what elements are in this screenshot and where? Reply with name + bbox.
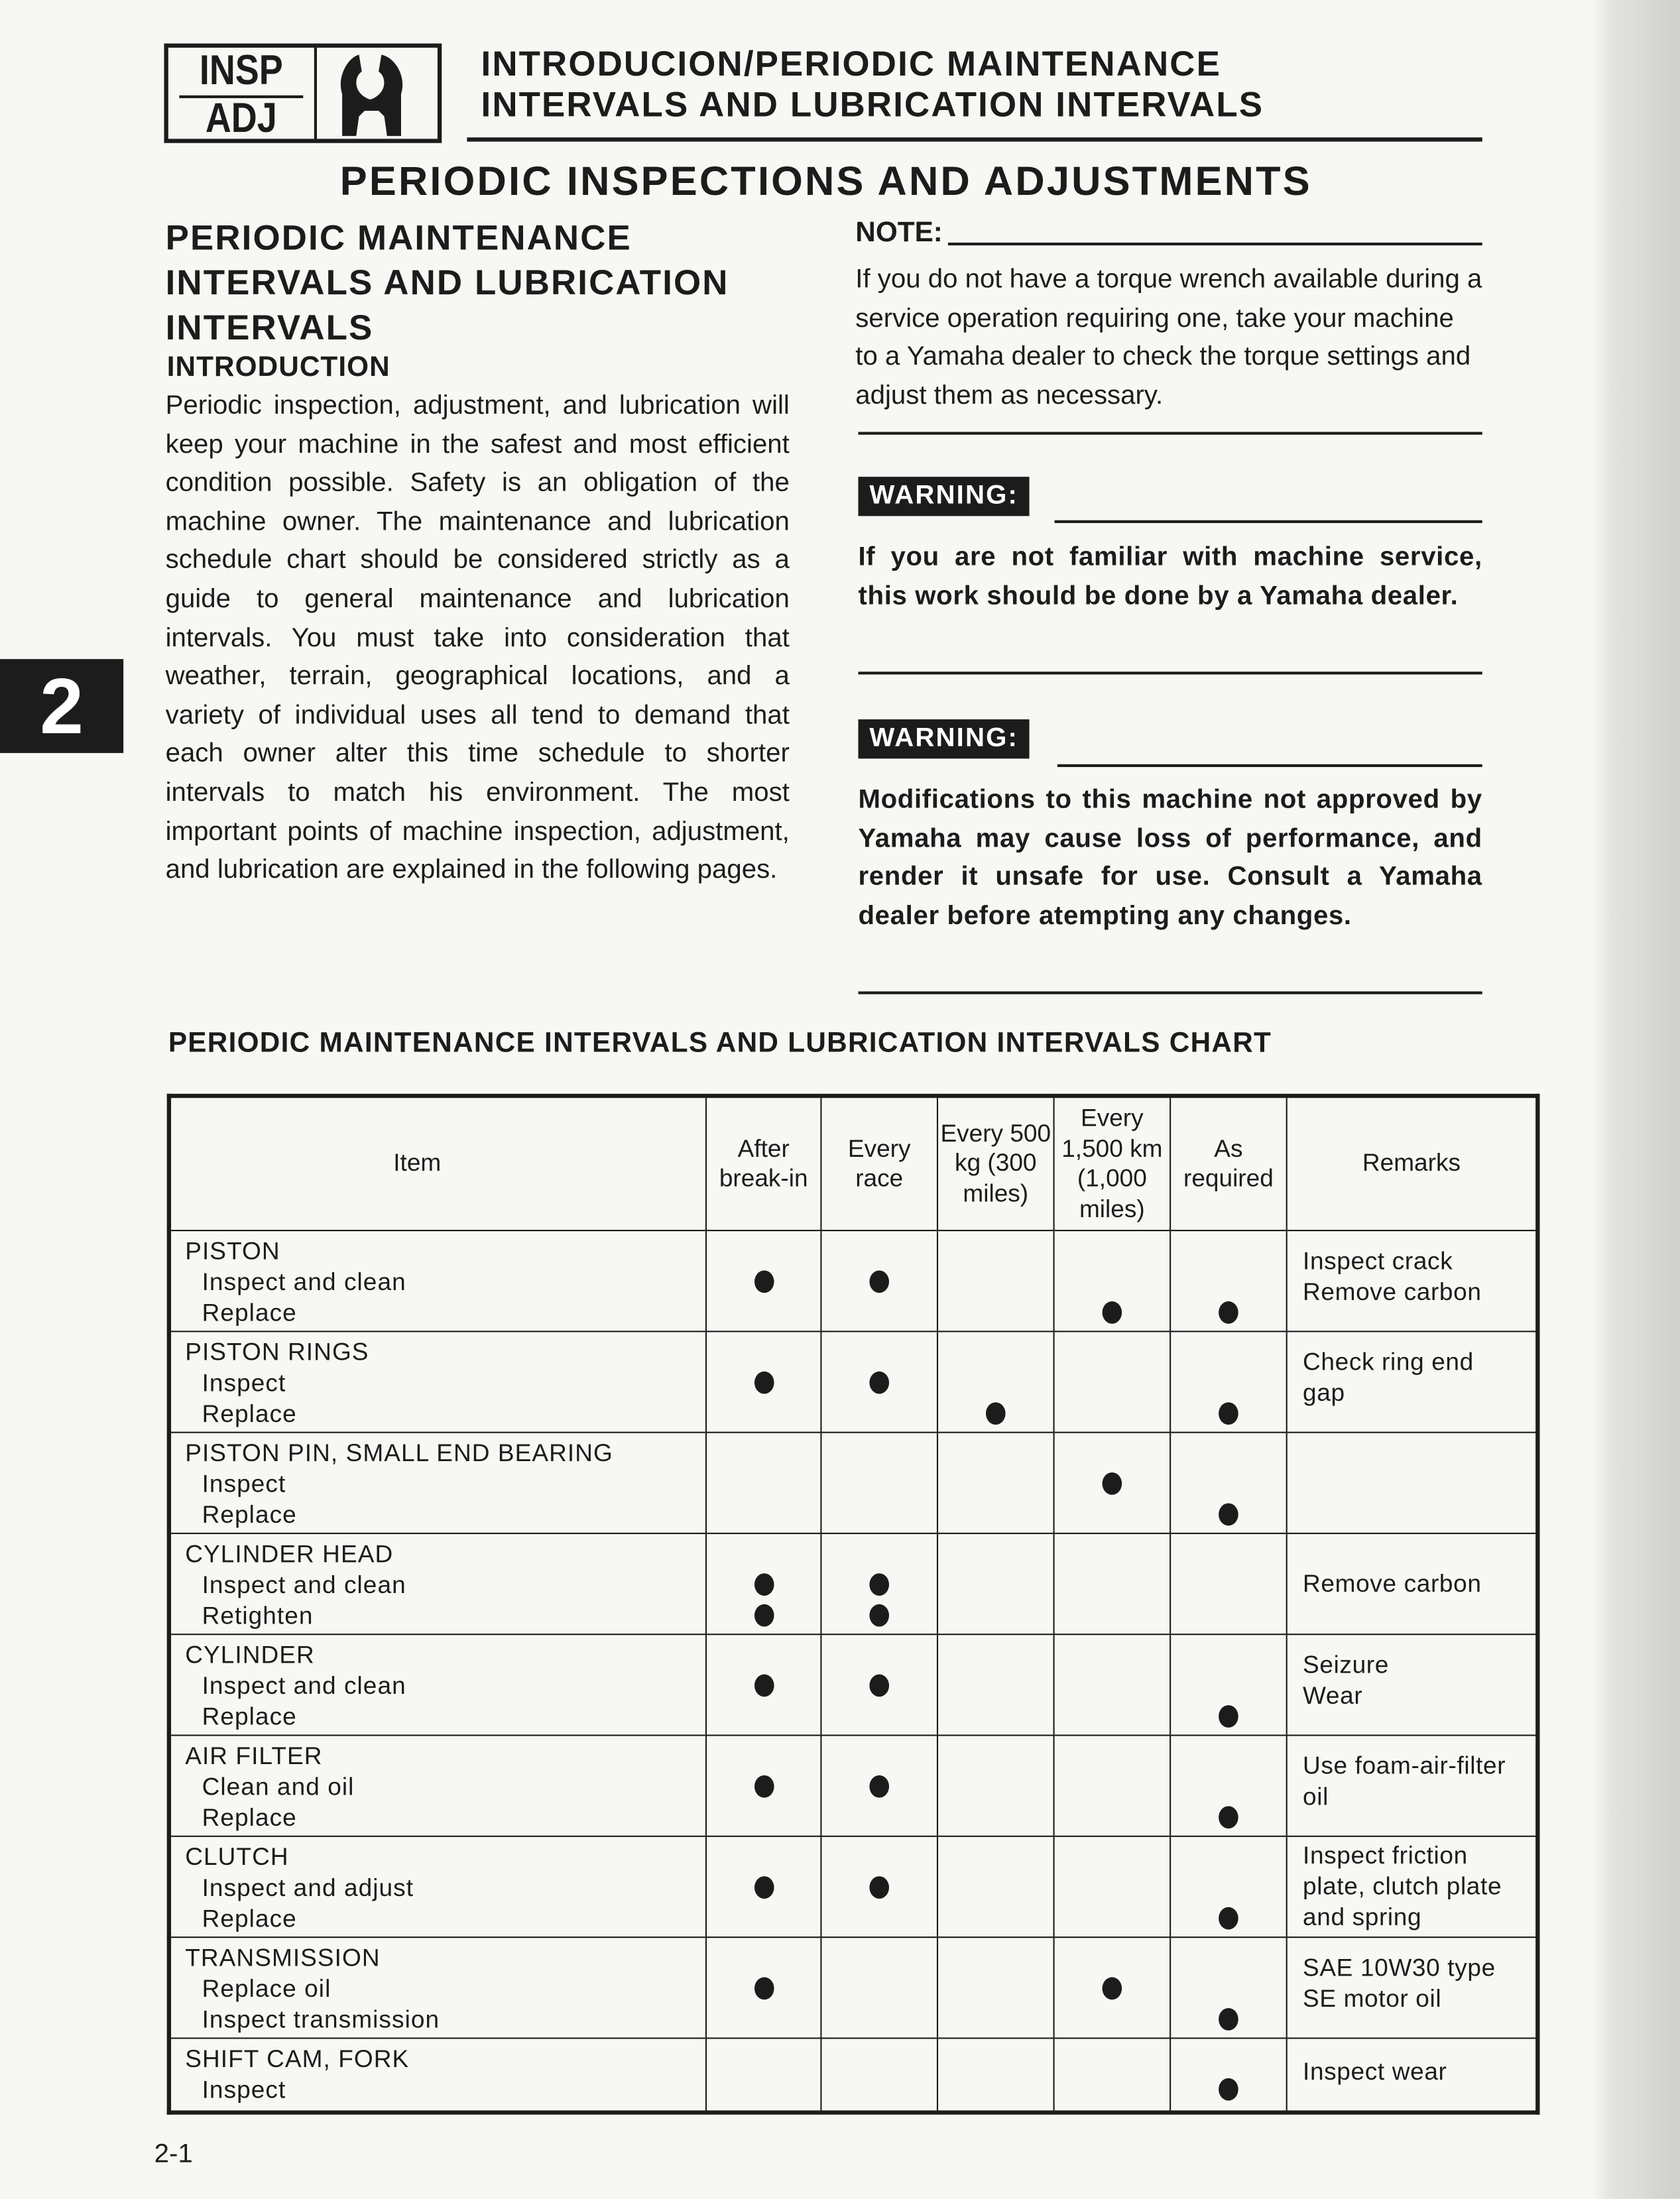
interval-cell xyxy=(937,1736,1054,1836)
insp-adj-logo xyxy=(164,44,442,143)
wrench-icon xyxy=(322,52,434,139)
interval-cell xyxy=(706,1634,821,1735)
table-row xyxy=(169,1331,1537,1432)
table-row xyxy=(169,2038,1537,2112)
interval-dot xyxy=(869,1270,889,1293)
column-header: Every 500 kg (300 miles) xyxy=(937,1096,1054,1230)
maintenance-chart xyxy=(167,1094,1540,2115)
remark-line: Use foam-air-filter xyxy=(1303,1751,1506,1780)
item-cell xyxy=(169,1634,706,1735)
interval-cell xyxy=(821,1230,937,1331)
interval-dot xyxy=(869,1372,889,1394)
interval-cell xyxy=(937,1230,1054,1331)
warning-text: Modifications to this machine not approved by Yamaha may cause loss of performance, and render it unsafe for use. Consult a Yamaha dealer before atempting any changes. xyxy=(858,785,1482,931)
item-name: TRANSMISSION xyxy=(185,1943,381,1972)
interval-dot xyxy=(754,1604,774,1627)
interval-cell xyxy=(1170,1230,1287,1331)
interval-cell xyxy=(821,1331,937,1432)
interval-cell xyxy=(1170,1533,1287,1634)
interval-cell xyxy=(1170,1331,1287,1432)
header-title: INTRODUCION/PERIODIC MAINTENANCE INTERVALS AND LUBRICATION INTERVALS xyxy=(481,44,1264,125)
warning-text: If you are not familiar with machine service, this work should be done by a Yamaha dealer. xyxy=(858,542,1482,611)
interval-cell xyxy=(1170,1433,1287,1533)
remark-line: Inspect wear xyxy=(1303,2056,1447,2086)
item-cell xyxy=(169,1433,706,1533)
interval-cell xyxy=(821,1937,937,2038)
interval-cell xyxy=(937,1937,1054,2038)
item-name: PISTON xyxy=(185,1236,280,1265)
introduction-text: Periodic inspection, adjustment, and lubrication will keep your machine in the safest and most efficient condition possible. Safety is an obligation of the machine owner. The maintenance and lubrication schedule chart should be considered strictly as a guide to general maintenance and lubrication intervals. You must take into consideration that weather, terrain, geographical locations, and a variety of individual uses all tend to demand that each owner alter this time schedule to shorter intervals to match his environment. The most important points of machine inspection, adjustment, and lubrication are explained in the following pages. xyxy=(165,391,790,885)
introduction-heading: INTRODUCTION xyxy=(166,351,390,383)
interval-cell xyxy=(1170,1736,1287,1836)
interval-cell xyxy=(1054,1836,1171,1937)
interval-cell xyxy=(1170,1937,1287,2038)
item-name: AIR FILTER xyxy=(185,1742,323,1770)
item-cell xyxy=(169,1331,706,1432)
remark-line: SAE 10W30 type xyxy=(1303,1953,1496,1982)
remarks-cell xyxy=(1287,1230,1538,1331)
remark-line: Check ring end xyxy=(1303,1347,1474,1376)
item-task: Replace xyxy=(202,1399,297,1428)
remarks-cell xyxy=(1287,1736,1538,1836)
item-task: Inspect and clean xyxy=(202,1268,406,1296)
table-row xyxy=(169,1937,1537,2038)
item-name: CYLINDER xyxy=(185,1640,315,1669)
interval-cell xyxy=(706,1836,821,1937)
item-task: Replace xyxy=(202,1904,297,1932)
interval-cell xyxy=(1054,1331,1171,1432)
item-name: PISTON PIN, SMALL END BEARING xyxy=(185,1439,613,1467)
interval-cell xyxy=(1054,2038,1171,2112)
interval-cell xyxy=(706,1331,821,1432)
interval-cell xyxy=(1054,1230,1171,1331)
table-row xyxy=(169,1736,1537,1836)
item-cell xyxy=(169,1736,706,1836)
item-name: SHIFT CAM, FORK xyxy=(185,2044,410,2073)
column-header: As required xyxy=(1170,1096,1287,1230)
interval-cell xyxy=(821,1433,937,1533)
column-header: After break-in xyxy=(706,1096,821,1230)
remark-line: SE motor oil xyxy=(1303,1984,1442,2013)
remarks-cell xyxy=(1287,1433,1538,1533)
remark-line: Wear xyxy=(1303,1681,1363,1710)
item-task: Clean and oil xyxy=(202,1772,355,1801)
interval-cell xyxy=(821,1634,937,1735)
interval-dot xyxy=(869,1675,889,1697)
item-name: CLUTCH xyxy=(185,1842,289,1871)
section-title: PERIODIC INSPECTIONS AND ADJUSTMENTS xyxy=(339,160,1312,205)
remarks-cell xyxy=(1287,1331,1538,1432)
interval-dot xyxy=(869,1604,889,1627)
logo-bottom: ADJ xyxy=(205,95,277,142)
interval-cell xyxy=(706,1230,821,1331)
interval-cell xyxy=(821,2038,937,2112)
warning-label: WARNING: xyxy=(859,477,1030,516)
remarks-cell xyxy=(1287,1836,1538,1937)
interval-cell xyxy=(1170,2038,1287,2112)
interval-dot xyxy=(1219,1806,1238,1828)
item-task: Inspect xyxy=(202,2075,286,2104)
column-header: Remarks xyxy=(1287,1096,1538,1230)
item-task: Inspect xyxy=(202,1469,286,1498)
item-task: Replace xyxy=(202,1702,297,1731)
item-task: Retighten xyxy=(202,1601,314,1630)
item-task: Replace xyxy=(202,1298,297,1327)
interval-dot xyxy=(1103,1472,1122,1495)
chart-title: PERIODIC MAINTENANCE INTERVALS AND LUBRICATION INTERVALS CHART xyxy=(168,1028,1272,1059)
interval-dot xyxy=(1103,1977,1122,1999)
interval-cell xyxy=(1054,1736,1171,1836)
interval-dot xyxy=(1219,2008,1238,2031)
page-number: 2-1 xyxy=(154,2139,193,2170)
interval-dot xyxy=(1219,1301,1238,1324)
item-task: Inspect transmission xyxy=(202,2005,440,2034)
item-task: Inspect and clean xyxy=(202,1671,406,1700)
item-name: PISTON RINGS xyxy=(185,1337,369,1366)
interval-dot xyxy=(1219,1503,1238,1525)
item-task: Replace oil xyxy=(202,1974,331,2003)
interval-cell xyxy=(706,1533,821,1634)
interval-cell xyxy=(1170,1836,1287,1937)
interval-cell xyxy=(937,1836,1054,1937)
interval-dot xyxy=(986,1402,1006,1425)
header-rule xyxy=(467,137,1482,141)
interval-cell xyxy=(937,1331,1054,1432)
item-task: Inspect and clean xyxy=(202,1571,406,1599)
interval-dot xyxy=(754,1775,774,1798)
remark-line: Seizure xyxy=(1303,1650,1389,1679)
interval-dot xyxy=(869,1775,889,1798)
interval-cell xyxy=(821,1736,937,1836)
item-task: Inspect xyxy=(202,1368,286,1397)
interval-cell xyxy=(706,1736,821,1836)
interval-dot xyxy=(754,1270,774,1293)
divider xyxy=(859,672,1482,674)
remark-line: and spring xyxy=(1303,1903,1422,1931)
remarks-cell xyxy=(1287,1533,1538,1634)
divider xyxy=(1057,764,1482,767)
column-header: Every race xyxy=(821,1096,937,1230)
divider xyxy=(859,432,1482,434)
remarks-cell xyxy=(1287,2038,1538,2112)
interval-cell xyxy=(706,1937,821,2038)
table-row xyxy=(169,1836,1537,1937)
warning-label: WARNING: xyxy=(859,719,1030,758)
table-row xyxy=(169,1533,1537,1634)
interval-cell xyxy=(1054,1937,1171,2038)
item-cell xyxy=(169,1533,706,1634)
item-task: Replace xyxy=(202,1500,297,1529)
interval-dot xyxy=(754,1372,774,1394)
remark-line: Remove carbon xyxy=(1303,1277,1482,1306)
divider xyxy=(859,991,1482,994)
left-heading: PERIODIC MAINTENANCE INTERVALS AND LUBRICATION INTERVALS xyxy=(165,218,729,348)
remark-line: oil xyxy=(1303,1782,1329,1811)
item-name: CYLINDER HEAD xyxy=(185,1539,394,1568)
interval-dot xyxy=(869,1573,889,1596)
interval-cell xyxy=(1054,1634,1171,1735)
item-task: Inspect and adjust xyxy=(202,1873,414,1902)
remark-line: Remove carbon xyxy=(1303,1569,1482,1598)
interval-dot xyxy=(1219,1402,1238,1425)
interval-cell xyxy=(937,1433,1054,1533)
table-row xyxy=(169,1634,1537,1735)
item-cell xyxy=(169,1230,706,1331)
interval-dot xyxy=(869,1876,889,1899)
interval-cell xyxy=(821,1836,937,1937)
remark-line: plate, clutch plate xyxy=(1303,1872,1502,1901)
item-cell xyxy=(169,2038,706,2112)
note-text: If you do not have a torque wrench available during a service operation requiring one, take your machine to a Yamaha dealer to check the torque settings and adjust them as necessary. xyxy=(855,265,1482,411)
interval-dot xyxy=(754,1876,774,1899)
item-cell xyxy=(169,1836,706,1937)
remark-line: Inspect crack xyxy=(1303,1246,1453,1275)
column-header: Every 1,500 km (1,000 miles) xyxy=(1054,1096,1171,1230)
table-row xyxy=(169,1433,1537,1533)
remark-line: gap xyxy=(1303,1378,1345,1407)
interval-cell xyxy=(937,2038,1054,2112)
divider xyxy=(948,243,1482,245)
interval-cell xyxy=(706,2038,821,2112)
item-task: Replace xyxy=(202,1803,297,1832)
interval-cell xyxy=(706,1433,821,1533)
remarks-cell xyxy=(1287,1937,1538,2038)
interval-cell xyxy=(937,1634,1054,1735)
interval-dot xyxy=(1219,1705,1238,1728)
interval-cell xyxy=(1054,1433,1171,1533)
note-label: NOTE: xyxy=(855,217,943,249)
interval-cell xyxy=(1170,1634,1287,1735)
interval-dot xyxy=(754,1977,774,1999)
interval-dot xyxy=(1103,1301,1122,1324)
chapter-tab: 2 xyxy=(0,659,123,753)
column-header: Item xyxy=(169,1096,706,1230)
interval-dot xyxy=(1219,2078,1238,2101)
remarks-cell xyxy=(1287,1634,1538,1735)
interval-dot xyxy=(754,1573,774,1596)
interval-cell xyxy=(1054,1533,1171,1634)
interval-cell xyxy=(937,1533,1054,1634)
interval-dot xyxy=(1219,1907,1238,1930)
item-cell xyxy=(169,1937,706,2038)
interval-cell xyxy=(821,1533,937,1634)
logo-top: INSP xyxy=(179,48,303,98)
table-row xyxy=(169,1230,1537,1331)
interval-dot xyxy=(754,1675,774,1697)
remark-line: Inspect friction xyxy=(1303,1841,1468,1870)
divider xyxy=(1055,520,1482,523)
